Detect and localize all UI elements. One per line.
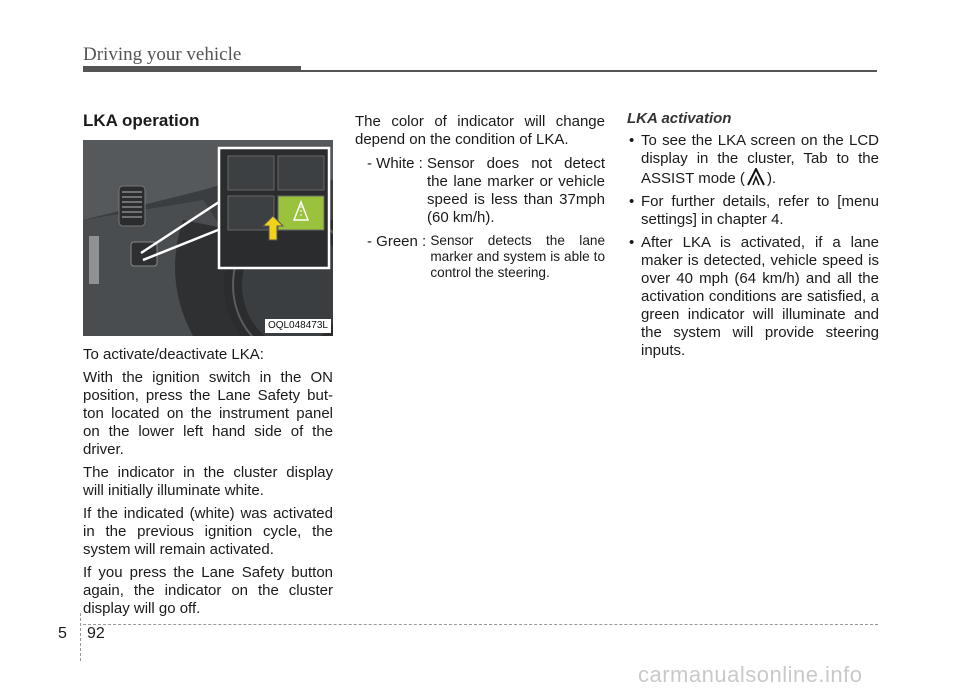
lane-assist-icon <box>745 168 767 186</box>
bullet-assist <box>627 132 879 188</box>
green-description: Sensor detects the lane marker and system is able to control the steering. <box>430 233 605 280</box>
watermark: carmanualsonline.info <box>638 662 863 687</box>
lka-activation-title: LKA activation <box>627 110 732 127</box>
white-definition <box>355 155 605 227</box>
figure-code: OQL048473L <box>265 319 331 333</box>
footer-divider <box>80 613 81 661</box>
section-title: LKA operation <box>83 111 200 130</box>
paragraph-1: To activate/deactivate LKA: <box>83 346 264 363</box>
color-intro: The color of indicator will change depend on the condition of LKA. <box>355 113 605 148</box>
column-1 <box>83 108 333 623</box>
white-description: Sensor does not detect the lane marker or vehicle speed is less than 37mph (60 km/h). <box>427 155 605 226</box>
white-term: - White : <box>367 155 428 172</box>
paragraph-4: If the indicated (white) was activated in the previous ignition cycle, the system will remain activated. <box>83 505 333 558</box>
bullet-details: • For further details, refer to [menu settings] in chapter 4. <box>627 193 879 229</box>
column-3 <box>627 110 879 365</box>
paragraph-3: The indicator in the cluster display will initially illuminate white. <box>83 464 333 499</box>
paragraph-2: With the ignition switch in the ON position, press the Lane Safety but-ton located on the instrument panel on the lower left hand side of the driver. <box>83 369 333 458</box>
page-number: 92 <box>87 625 105 642</box>
paragraph-5: If you press the Lane Safety button again, the indicator on the cluster display will go off. <box>83 564 333 617</box>
header-rule-thick <box>83 66 301 72</box>
footer-rule <box>83 624 878 625</box>
chapter-number: 5 <box>58 625 67 642</box>
dashboard-illustration <box>83 140 333 336</box>
green-term: - Green : <box>367 233 431 250</box>
activation-list <box>627 132 879 360</box>
column-2 <box>355 113 605 287</box>
bullet-assist-text: To see the LKA screen on the LCD display in the cluster, Tab to the ASSIST mode ( <box>641 132 879 187</box>
green-definition <box>355 233 605 281</box>
dashboard-drawing <box>83 140 333 336</box>
bullet-assist-end: ). <box>766 170 777 187</box>
header-title: Driving your vehicle <box>83 44 242 65</box>
bullet-conditions: • After LKA is activated, if a lane maker is detected, vehicle speed is over 40 mph (64 km/h) and all the activation conditions are satisfied, a green indicator will illuminate and the system will provide steering inputs. <box>627 234 879 360</box>
header-rule-thin <box>301 70 877 72</box>
